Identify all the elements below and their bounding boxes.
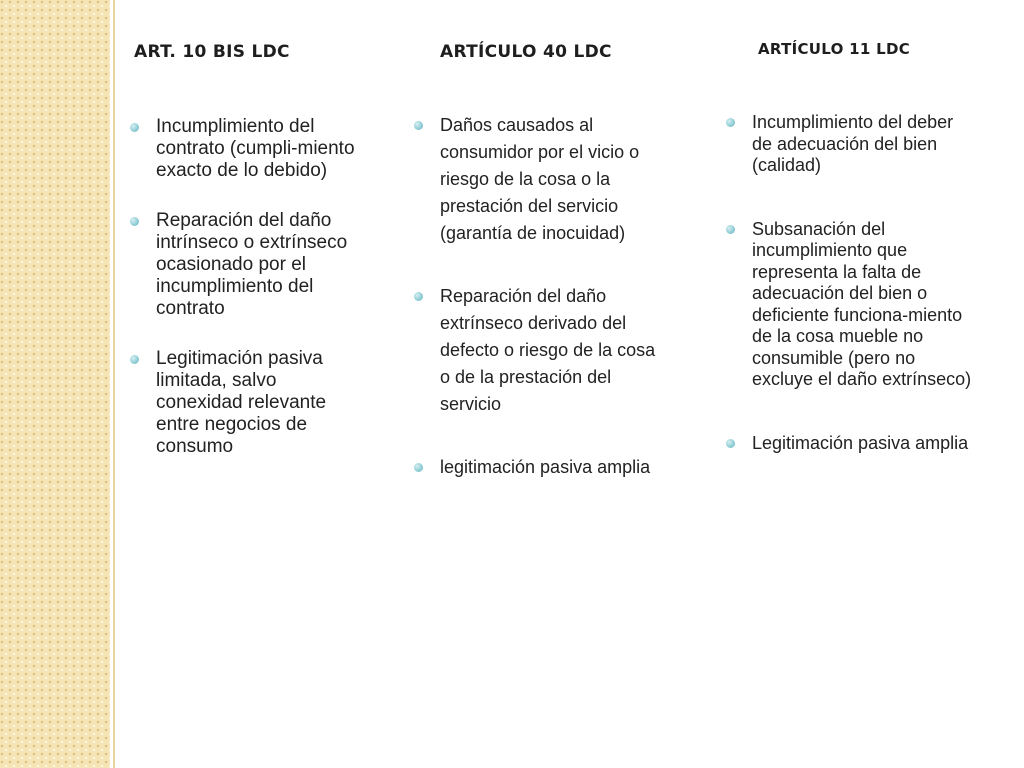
- list-item: [410, 283, 668, 418]
- list-item-text: Daños causados al consumidor por el vicio o riesgo de la cosa o la prestación del servicio (garantía de inocuidad): [440, 115, 640, 243]
- bullet-list: [410, 112, 668, 517]
- bullet-icon: [130, 123, 139, 132]
- decorative-side-strip: [0, 0, 110, 768]
- list-item: [410, 454, 668, 481]
- list-item-text: Incumplimiento del deber de adecuación del bien (calidad): [752, 112, 954, 175]
- bullet-icon: [130, 217, 139, 226]
- list-item: [722, 112, 974, 177]
- bullet-icon: [414, 463, 423, 472]
- bullet-icon: [726, 118, 735, 127]
- list-item-text: Subsanación del incumplimiento que representa la falta de adecuación del bien o deficiente funciona-miento de la cosa mueble no consumible (pero no excluye el daño extrínseco): [752, 218, 972, 389]
- bullet-icon: [414, 121, 423, 130]
- bullet-icon: [414, 292, 423, 301]
- column-heading: ARTÍCULO 40 LDC: [440, 42, 612, 62]
- bullet-icon: [726, 225, 735, 234]
- list-item-text: Reparación del daño intrínseco o extrínseco ocasionado por el incumplimiento del contrato: [156, 210, 348, 319]
- side-divider-line: [113, 0, 115, 768]
- list-item: [126, 348, 362, 458]
- list-item-text: Incumplimiento del contrato (cumpli-miento exacto de lo debido): [156, 116, 355, 181]
- column-heading: ART. 10 BIS LDC: [134, 42, 290, 62]
- list-item-text: Reparación del daño extrínseco derivado del defecto o riesgo de la cosa o de la prestación del servicio: [440, 286, 656, 414]
- list-item: [126, 116, 362, 182]
- list-item-text: Legitimación pasiva amplia: [752, 432, 969, 453]
- list-item: [410, 112, 668, 247]
- list-item: [126, 210, 362, 320]
- bullet-icon: [726, 439, 735, 448]
- list-item-text: Legitimación pasiva limitada, salvo conexidad relevante entre negocios de consumo: [156, 348, 327, 457]
- bullet-list: [722, 112, 974, 496]
- column-heading: ARTÍCULO 11 LDC: [758, 40, 911, 58]
- list-item: [722, 433, 974, 455]
- list-item: [722, 219, 974, 391]
- list-item-text: legitimación pasiva amplia: [440, 457, 651, 477]
- bullet-icon: [130, 355, 139, 364]
- bullet-list: [126, 116, 362, 486]
